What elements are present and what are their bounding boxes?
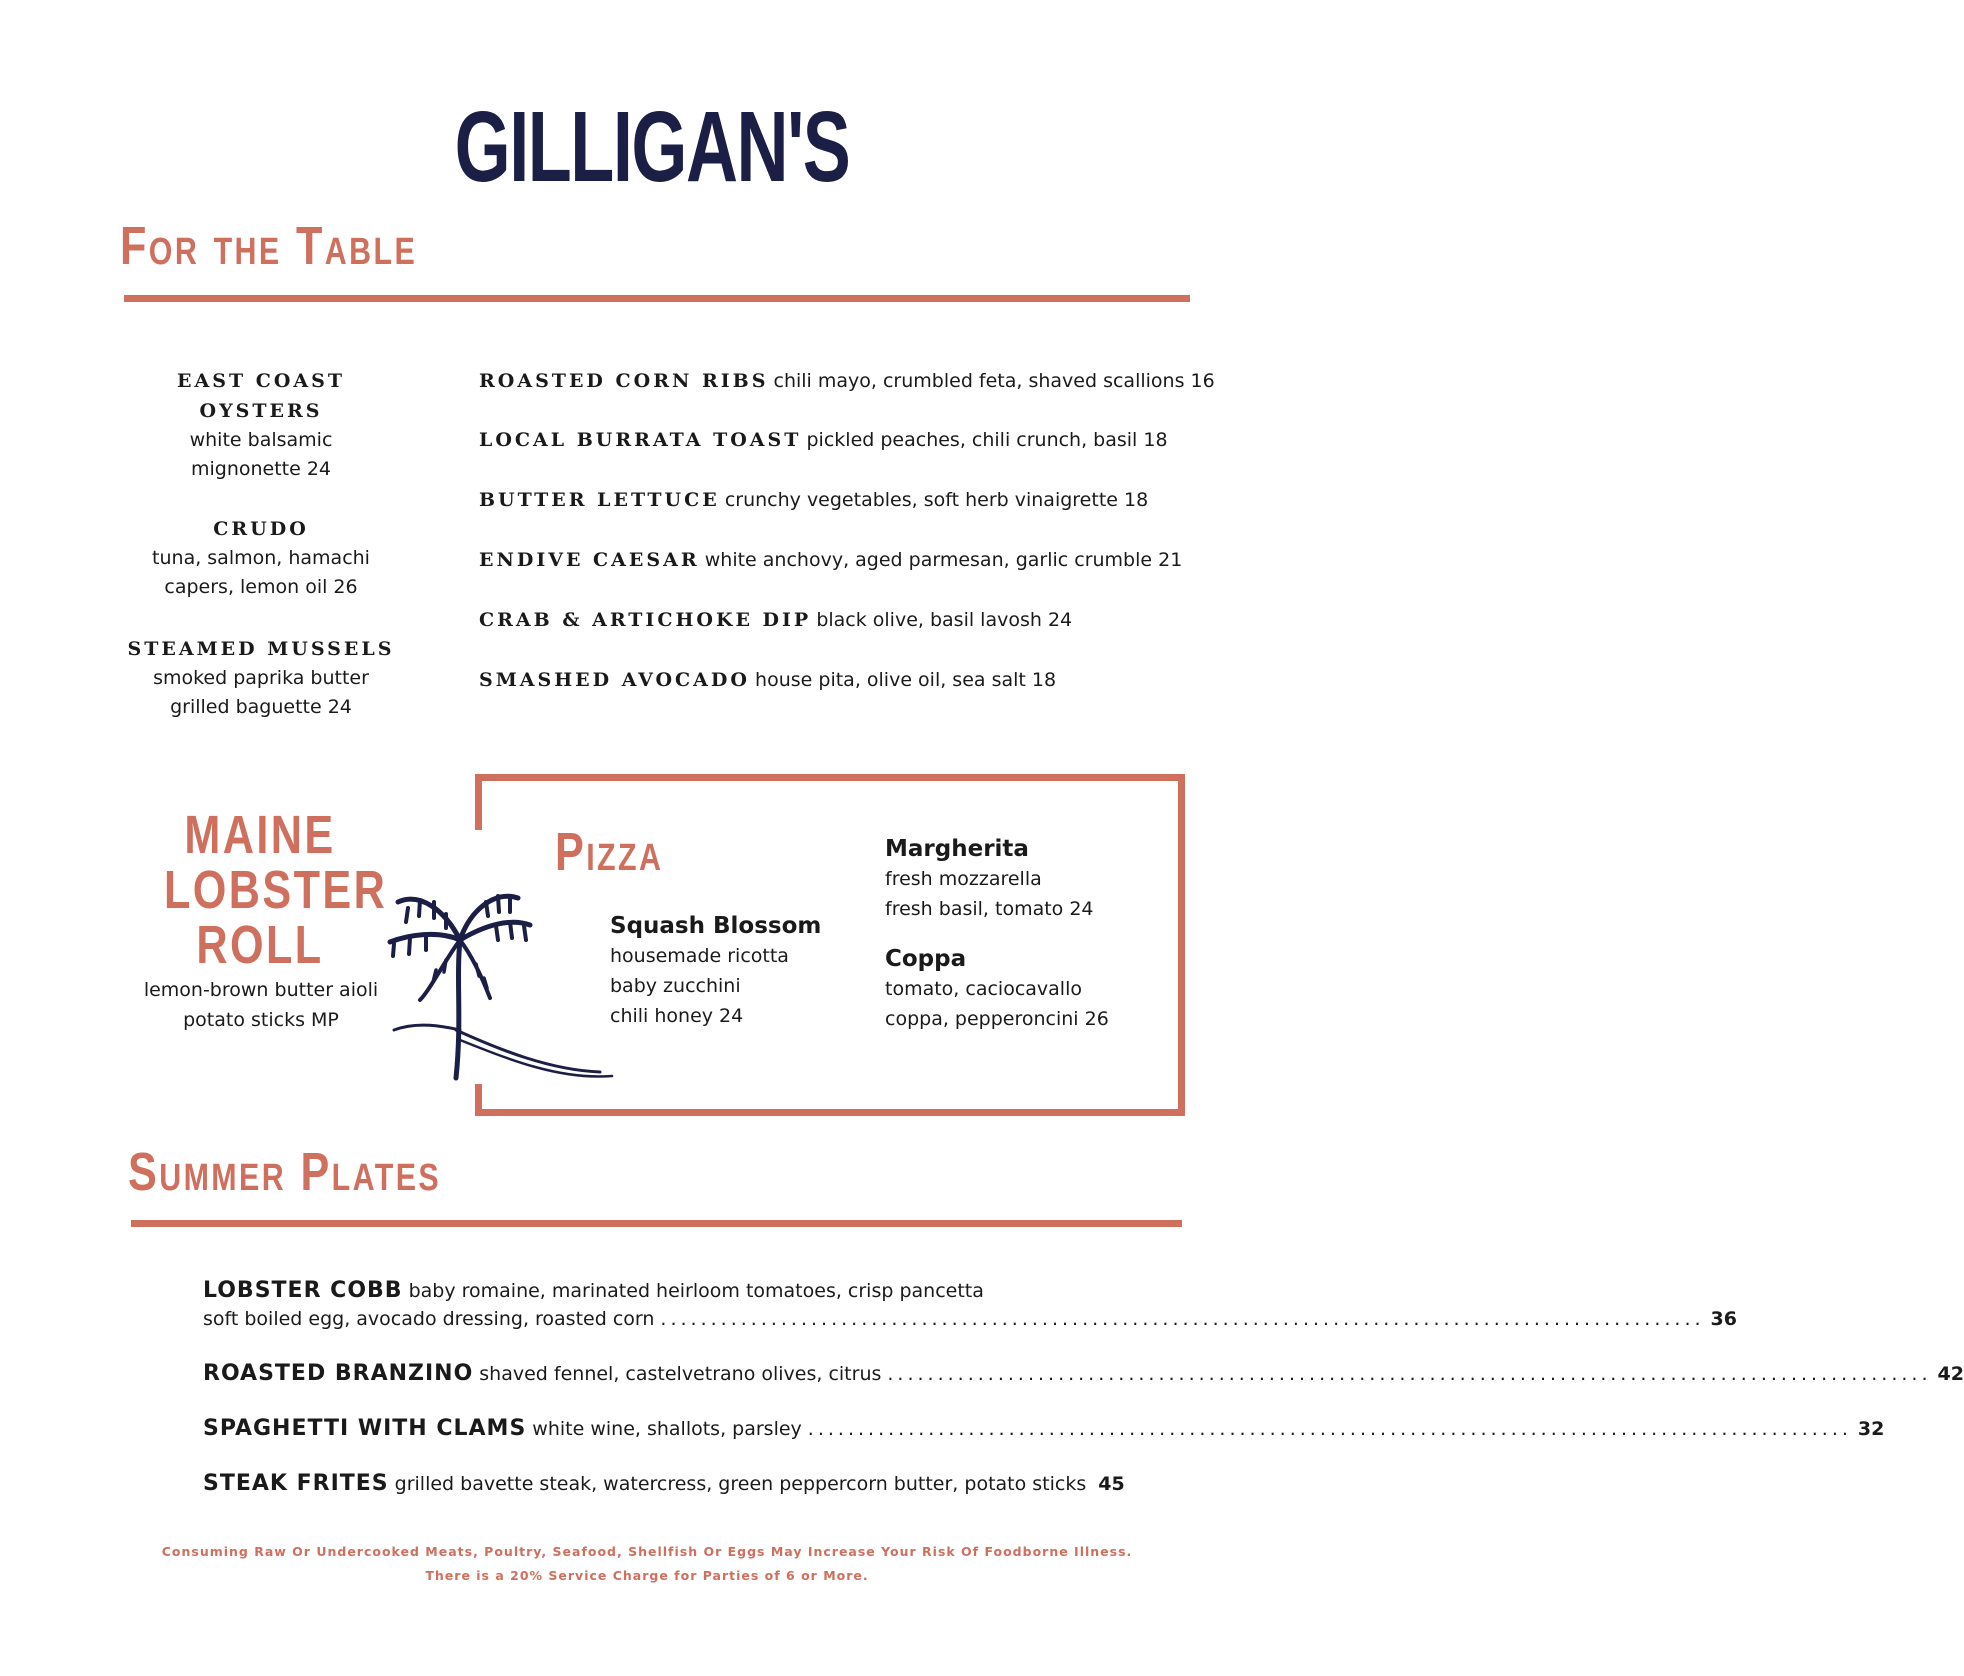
service-charge-note: There is a 20% Service Charge for Parties of 6 or More. (425, 1568, 869, 1583)
item-name: BUTTER LETTUCE (479, 489, 720, 511)
item-description: white balsamic (189, 429, 333, 451)
palm-tree-icon (390, 880, 620, 1090)
item-description: black olive, basil lavosh 24 (816, 609, 1073, 631)
menu-item-east-coast-oysters (111, 366, 411, 484)
health-warning: Consuming Raw Or Undercooked Meats, Poultry, Seafood, Shellfish Or Eggs May Increase Your Risk Of Foodborne Illness. (161, 1544, 1133, 1559)
item-description: white anchovy, aged parmesan, garlic crumble 21 (704, 549, 1183, 571)
item-price: 42 (1937, 1363, 1964, 1385)
restaurant-name: GILLIGAN'S (454, 91, 850, 203)
dot-leader: ........................................................................................................ (887, 1363, 1932, 1385)
item-description: soft boiled egg, avocado dressing, roasted corn (203, 1308, 655, 1330)
lobster-roll-description (111, 975, 411, 1035)
menu-item-crudo (111, 514, 411, 602)
item-description: mignonette 24 (190, 458, 332, 480)
section-title-for-the-table: For the Table (120, 216, 418, 276)
plate-item-spaghetti-with-clams (203, 1415, 1885, 1443)
menu-item-roasted-corn-ribs (479, 366, 1215, 397)
lobster-roll-title (164, 805, 388, 975)
menu-item-steamed-mussels (111, 634, 411, 722)
item-name: OYSTERS (199, 400, 323, 422)
item-name: EAST COAST (177, 370, 345, 392)
item-name: ROASTED CORN RIBS (479, 370, 769, 392)
dot-leader: ........................................................................................................ (807, 1418, 1852, 1440)
item-description: coppa, pepperoncini 26 (885, 1008, 1109, 1030)
item-description: tuna, salmon, hamachi (152, 547, 370, 569)
menu-item-crab-artichoke-dip (479, 605, 1072, 636)
lobster-title-line: ROLL (196, 915, 324, 975)
item-description: fresh basil, tomato 24 (885, 898, 1094, 920)
item-name: ROASTED BRANZINO (203, 1361, 474, 1386)
item-description: capers, lemon oil 26 (164, 576, 358, 598)
pizza-item-margherita (885, 834, 1094, 924)
item-description: baby zucchini (610, 975, 741, 997)
item-name: LOBSTER COBB (203, 1278, 403, 1303)
item-description: housemade ricotta (610, 945, 789, 967)
plate-item-lobster-cobb (203, 1277, 1737, 1333)
item-description: pickled peaches, chili crunch, basil 18 (806, 429, 1168, 451)
section-title-summer-plates: Summer Plates (128, 1142, 442, 1202)
item-description: shaved fennel, castelvetrano olives, citrus (479, 1363, 882, 1385)
item-description: lemon-brown butter aioli (143, 979, 379, 1001)
item-price: 36 (1710, 1308, 1737, 1330)
lobster-title-line: MAINE (184, 805, 336, 865)
item-description: tomato, caciocavallo (885, 978, 1082, 1000)
item-description: potato sticks MP (183, 1009, 339, 1031)
pizza-item-squash-blossom (610, 911, 821, 1031)
item-description: grilled bavette steak, watercress, green peppercorn butter, potato sticks (394, 1473, 1087, 1495)
item-price: 45 (1098, 1473, 1125, 1495)
dot-leader: ........................................................................................................ (660, 1308, 1705, 1330)
section-divider (124, 295, 1190, 302)
item-name: STEAMED MUSSELS (127, 638, 395, 660)
item-description: smoked paprika butter (153, 667, 369, 689)
plate-item-roasted-branzino (203, 1360, 1964, 1388)
item-description: white wine, shallots, parsley (532, 1418, 802, 1440)
item-price: 32 (1857, 1418, 1885, 1440)
item-description: chili honey 24 (610, 1005, 744, 1027)
item-description: crunchy vegetables, soft herb vinaigrette 18 (724, 489, 1149, 511)
item-name: CRAB & ARTICHOKE DIP (479, 609, 812, 631)
item-description: grilled baguette 24 (170, 696, 352, 718)
menu-item-butter-lettuce (479, 485, 1148, 516)
item-name: Squash Blossom (610, 913, 822, 939)
menu-item-endive-caesar (479, 545, 1182, 576)
pizza-item-coppa (885, 944, 1109, 1034)
menu-item-smashed-avocado (479, 665, 1056, 696)
item-name: Coppa (885, 946, 967, 972)
item-description: house pita, olive oil, sea salt 18 (755, 669, 1057, 691)
section-title-pizza: Pizza (555, 822, 664, 882)
item-description: chili mayo, crumbled feta, shaved scallions 16 (773, 370, 1215, 392)
item-name: CRUDO (213, 518, 309, 540)
footer-notes (0, 1540, 1294, 1588)
item-description: baby romaine, marinated heirloom tomatoes, crisp pancetta (408, 1280, 984, 1302)
item-description: fresh mozzarella (885, 868, 1042, 890)
item-name: SPAGHETTI WITH CLAMS (203, 1416, 527, 1441)
item-name: LOCAL BURRATA TOAST (479, 429, 802, 451)
plate-item-steak-frites (203, 1470, 1125, 1498)
lobster-title-line: LOBSTER (164, 860, 388, 920)
item-name: SMASHED AVOCADO (479, 669, 750, 691)
item-name: STEAK FRITES (203, 1471, 389, 1496)
item-name: Margherita (885, 836, 1029, 862)
section-divider (131, 1220, 1182, 1227)
item-name: ENDIVE CAESAR (479, 549, 700, 571)
menu-item-local-burrata-toast (479, 425, 1168, 456)
